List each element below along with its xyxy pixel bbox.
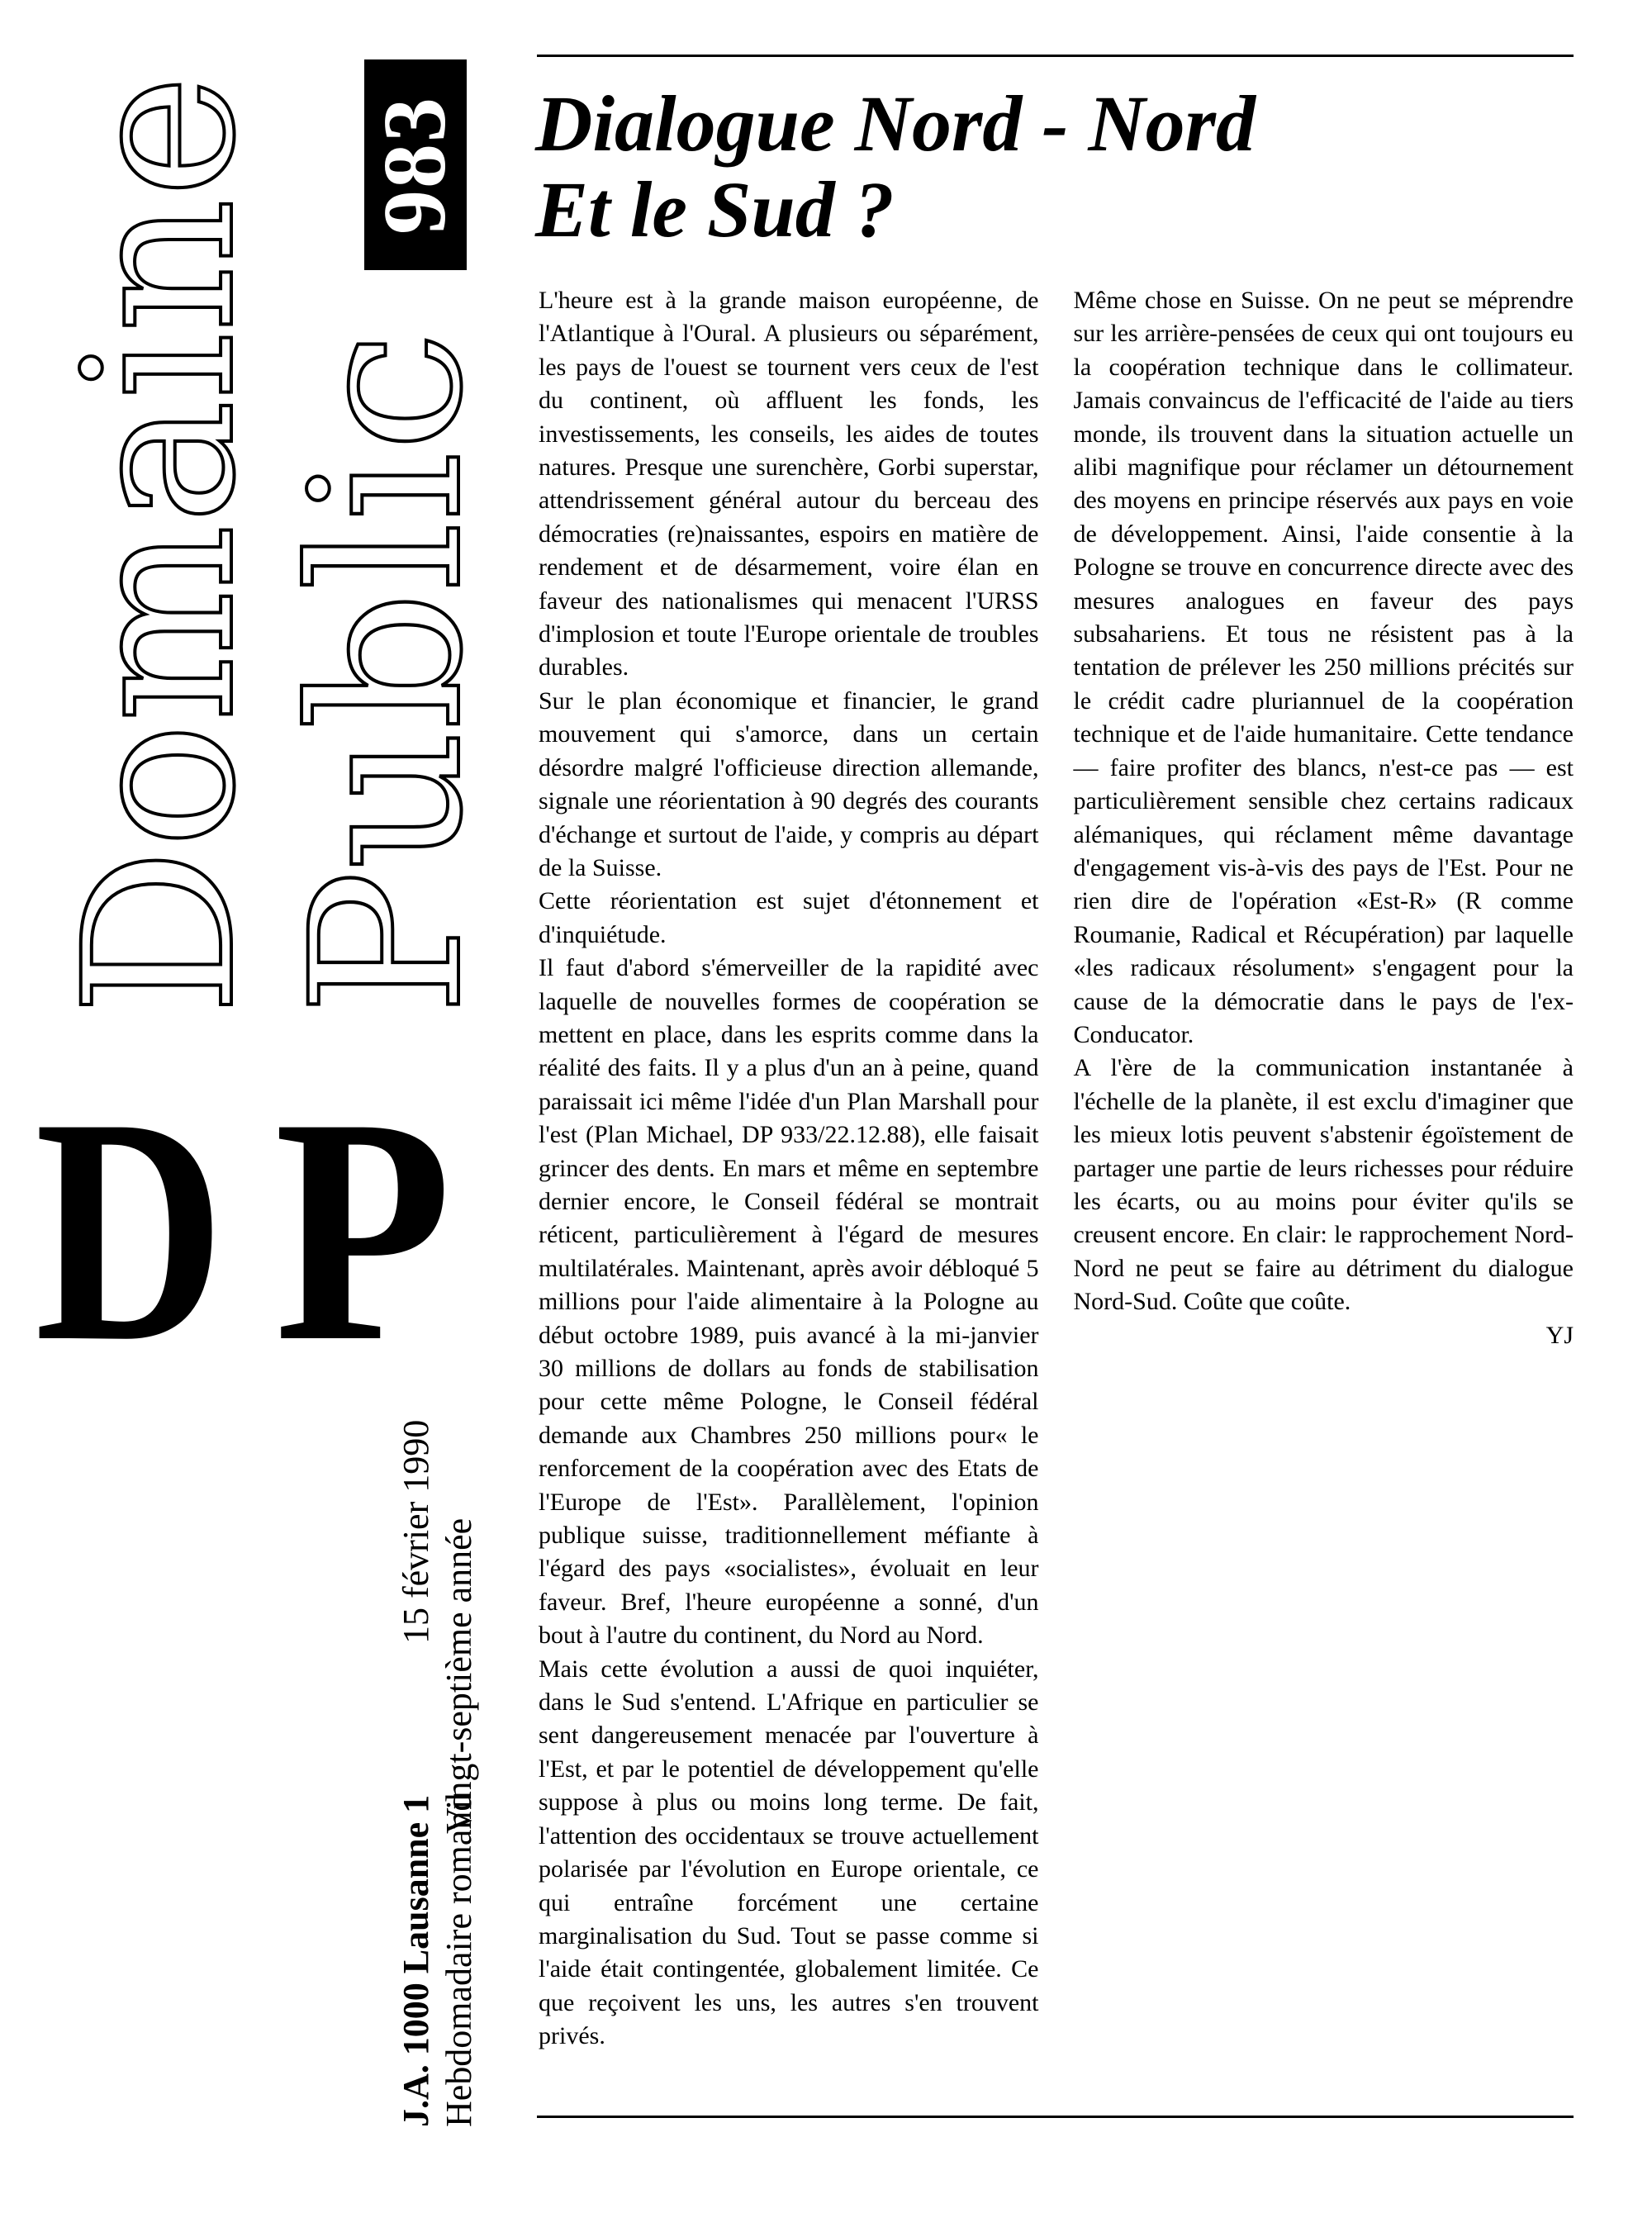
author-signature: YJ (1545, 1321, 1574, 1349)
issue-number: 983 (366, 95, 464, 235)
paragraph: Il faut d'abord s'émerveiller de la rapidité avec laquelle de nouvelles formes de coopération se mettent en place, dans les esprits comme dans la réalité des faits. Il y a plus d'un an à peine, quand paraissait ici même l'idée d'un Plan Marshall pour l'est (Plan Michael, DP 933/22.12.88), elle faisait grincer des dents. En mars et même en septembre dernier encore, le Conseil fédéral se montrait réticent, particulièrement à l'égard de mesures multilatérales. Maintenant, après avoir débloqué 5 millions pour l'aide alimentaire à la Pologne au début octobre 1989, puis avancé à la mi-janvier 30 millions de dollars au fonds de stabilisation pour cette même Pologne, le Conseil fédéral demande aux Chambres 250 millions pour« le renforcement de la coopération avec des Etats de l'Europe de l'Est». Parallèlement, l'opinion publique suisse, traditionnellement méfiante à l'égard des pays «socialistes», évoluait en leur faveur. Bref, l'heure européenne a sonné, d'un bout à l'autre du continent, du Nord au Nord. (539, 954, 1039, 1650)
mailing-info: J.A. 1000 Lausanne 1 (396, 1794, 436, 2127)
article-headline (535, 81, 1576, 253)
initial-d: D (35, 1074, 225, 1388)
masthead (0, 0, 507, 2213)
issue-date: 15 février 1990 (396, 1419, 436, 1644)
headline-line2: Et le Sud ? (535, 165, 895, 254)
dp-initials (35, 1074, 464, 1388)
paragraph: Cette réorientation est sujet d'étonnement et d'inquiétude. (539, 887, 1039, 948)
publication-type: Hebdomadaire romand (439, 1793, 479, 2127)
article-body (539, 284, 1574, 2101)
logo-title-line2: Public (267, 363, 507, 1016)
paragraph: L'heure est à la grande maison européenne, de l'Atlantique à l'Oural. A plusieurs ou séparément, les pays de l'ouest se tournent vers ceux de l'est du continent, où affluent les fonds, les investissements, les conseils, les aides de toutes natures. Presque une surenchère, Gorbi superstar, attendrissement général autour du berceau des démocraties (re)naissantes, espoirs en matière de rendement et de désarmement, voire élan en faveur des nationalismes qui menacent l'URSS d'implosion et toute l'Europe orientale de troubles durables. (539, 287, 1039, 681)
issue-number-badge (364, 59, 467, 270)
initial-p: P (274, 1074, 452, 1388)
headline-line1: Dialogue Nord - Nord (535, 79, 1256, 168)
top-rule (537, 55, 1574, 57)
paragraph: Même chose en Suisse. On ne peut se méprendre sur les arrière-pensées de ceux qui ont toujours eu la coopération technique dans le collimateur. Jamais convaincus de l'efficacité de l'aide au tiers monde, ils trouvent dans la situation actuelle un alibi magnifique pour réclamer un détournement des moyens en principe réservés aux pays en voie de développement. Ainsi, l'aide consentie à la Pologne se trouve en concurrence directe avec des mesures analogues en faveur des pays subsahariens. Et tous ne résistent pas à la tentation de prélever les 250 millions précités sur le crédit cadre pluriannuel de la coopération technique et de l'aide humanitaire. Cette tendance — faire profiter des blancs, n'est-ce pas — est particulièrement sensible chez certains radicaux alémaniques, qui réclament même davantage d'engagement vis-à-vis des pays de l'Est. Pour ne rien dire de l'opération «Est-R» (R comme Roumanie, Radical et Récupération) par laquelle «les radicaux résolument» s'engagent pour la cause de la démocratie dans le pays de l'ex- Conducator. (1073, 287, 1574, 1048)
bottom-rule (537, 2116, 1574, 2118)
paragraph: Mais cette évolution a aussi de quoi inquiéter, dans le Sud s'entend. L'Afrique en particulier se sent dangereusement menacée par l'ouverture à l'Est, et par le potentiel de développement qu'elle suppose à plus ou moins long terme. De fait, l'attention des occidentaux se trouve actuellement polarisée par l'évolution en Europe orientale, ce qui entraîne forcément une certaine marginalisation du Sud. Tout se passe comme si l'aide était contingentée, globalement limitée. Ce que reçoivent les uns, les autres s'en trouvent privés. (539, 1655, 1039, 2050)
paragraph: Sur le plan économique et financier, le grand mouvement qui s'amorce, dans un certain désordre malgré l'officieuse direction allemande, signale une réorientation à 90 degrés des courants d'échange et surtout de l'aide, y compris au départ de la Suisse. (539, 686, 1039, 881)
dp-svg (35, 1074, 464, 1388)
paragraph: A l'ère de la communication instantanée à l'échelle de la planète, il est exclu d'imaginer que les mieux lotis peuvent s'abstenir égoïstement de partager une partie de leurs richesses pour réduire les écarts, ou au moins pour éviter qu'ils se creusent encore. En clair: le rapprochement Nord-Nord ne peut se faire au détriment du dialogue Nord-Sud. Coûte que coûte. (1073, 1054, 1574, 1316)
volume-year: Vingt-septième année (439, 1517, 479, 1834)
logo-title-line1: Domaine (40, 86, 280, 1016)
